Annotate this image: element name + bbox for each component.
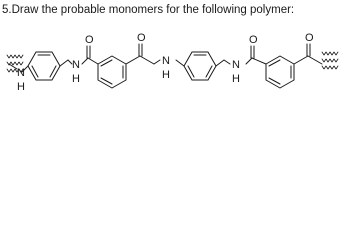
benzene-ring-1 [28,52,60,80]
oxygen-label: O [137,32,146,44]
oxygen-label: O [305,32,314,44]
benzene-ring-4 [266,56,294,88]
oxygen-label: O [249,34,258,46]
nitrogen-label: N [17,67,25,79]
hydrogen-label: H [232,73,240,85]
question-prompt: Draw the probable monomers for the following polymer: [11,4,295,16]
bond [82,58,88,64]
benzene-ring-3 [184,52,216,80]
question-number: 5. [2,4,12,16]
hydrogen-label: H [72,73,80,85]
hydrogen-label: H [162,69,170,81]
polymer-structure [0,0,350,111]
nitrogen-label: N [232,59,240,71]
oxygen-label: O [85,34,94,46]
benzene-ring-2 [98,56,126,88]
nitrogen-label: N [162,55,170,67]
hydrogen-label: H [17,81,25,93]
nitrogen-label: N [72,59,80,71]
chain-end-right-wavy [322,52,338,69]
